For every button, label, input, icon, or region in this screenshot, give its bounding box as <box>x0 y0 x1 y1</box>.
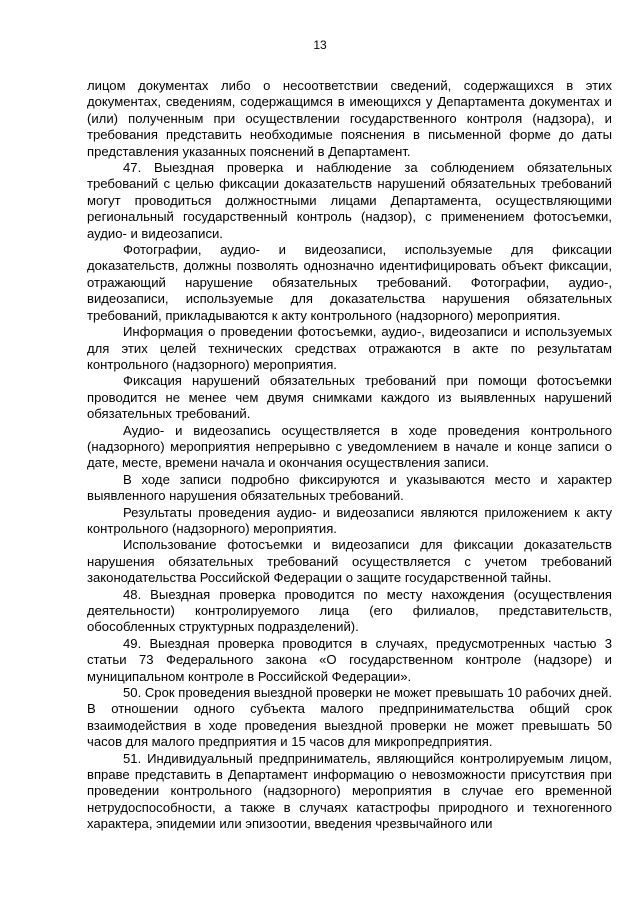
paragraph-recording-results: Результаты проведения аудио- и видеозаписи являются приложением к акту контрольного (надзорного) мероприятия. <box>87 504 612 536</box>
paragraph-49: 49. Выездная проверка проводится в случаях, предусмотренных частью 3 статьи 73 Федерального закона «О государственном контроле (надзоре) и муниципальном контроле в Российской Федерации». <box>87 635 612 684</box>
page-number: 13 <box>313 38 327 52</box>
paragraph-state-secret: Использование фотосъемки и видеозаписи для фиксации доказательств нарушения обязательных требований осуществляется с учетом требований законодательства Российской Федерации о защите государственной тайны. <box>87 537 612 586</box>
paragraph-recording-info: Информация о проведении фотосъемки, аудио-, видеозаписи и используемых для этих целей технических средствах отражаются в акте по результатам контрольного (надзорного) мероприятия. <box>87 324 612 372</box>
paragraph-47: 47. Выездная проверка и наблюдение за соблюдением обязательных требований с целью фиксации доказательств нарушений обязательных требований могут проводиться должностными лицами Департамента, осуществляющими региональный государственный контроль (надзор), с применением фотосъемки, аудио- и видеозаписи. <box>87 160 612 241</box>
paragraph-recording-details: В ходе записи подробно фиксируются и указываются место и характер выявленного нарушения обязательных требований. <box>87 471 612 504</box>
paragraph-audio-video: Аудио- и видеозапись осуществляется в ходе проведения контрольного (надзорного) мероприятия непрерывно с уведомлением в начале и конце записи о дате, месте, времени начала и окончания осуществления записи. <box>87 422 612 471</box>
paragraph-51: 51. Индивидуальный предприниматель, являющийся контролируемым лицом, вправе представить в Департамент информацию о невозможности присутствия при проведении контрольного (надзорного) мероприятия в случае его временной нетрудоспособности, а также в случаях катастрофы природного и техногенного характера, эпидемии или эпизоотии, введения чрезвычайного или <box>87 750 612 832</box>
paragraph-48: 48. Выездная проверка проводится по месту нахождения (осуществления деятельности) контролируемого лица (его филиалов, представительств, обособленных структурных подразделений). <box>87 586 612 635</box>
paragraph-photo-evidence: Фотографии, аудио- и видеозаписи, используемые для фиксации доказательств, должны позволять однозначно идентифицировать объект фиксации, отражающий нарушение обязательных требований. Фотографии, аудио-, видеозаписи, используемые для доказательства нарушения обязательных требований, прикладываются к акту контрольного (надзорного) мероприятия. <box>87 242 612 323</box>
document-body <box>87 78 612 833</box>
paragraph-photo-fixation: Фиксация нарушений обязательных требований при помощи фотосъемки проводится не менее чем двумя снимками каждого из выявленных нарушений обязательных требований. <box>87 373 612 422</box>
paragraph-continuation: лицом документах либо о несоответствии сведений, содержащихся в этих документах, сведениям, содержащимся в имеющихся у Департамента документах и (или) полученным при осуществлении государственного контроля (надзора), и требования представить необходимые пояснения в письменной форме до даты представления указанных пояснений в Департамент. <box>87 78 612 159</box>
paragraph-50: 50. Срок проведения выездной проверки не может превышать 10 рабочих дней. В отношении одного субъекта малого предпринимательства общий срок взаимодействия в ходе проведения выездной проверки не может превышать 50 часов для малого предприятия и 15 часов для микропредприятия. <box>87 685 612 750</box>
